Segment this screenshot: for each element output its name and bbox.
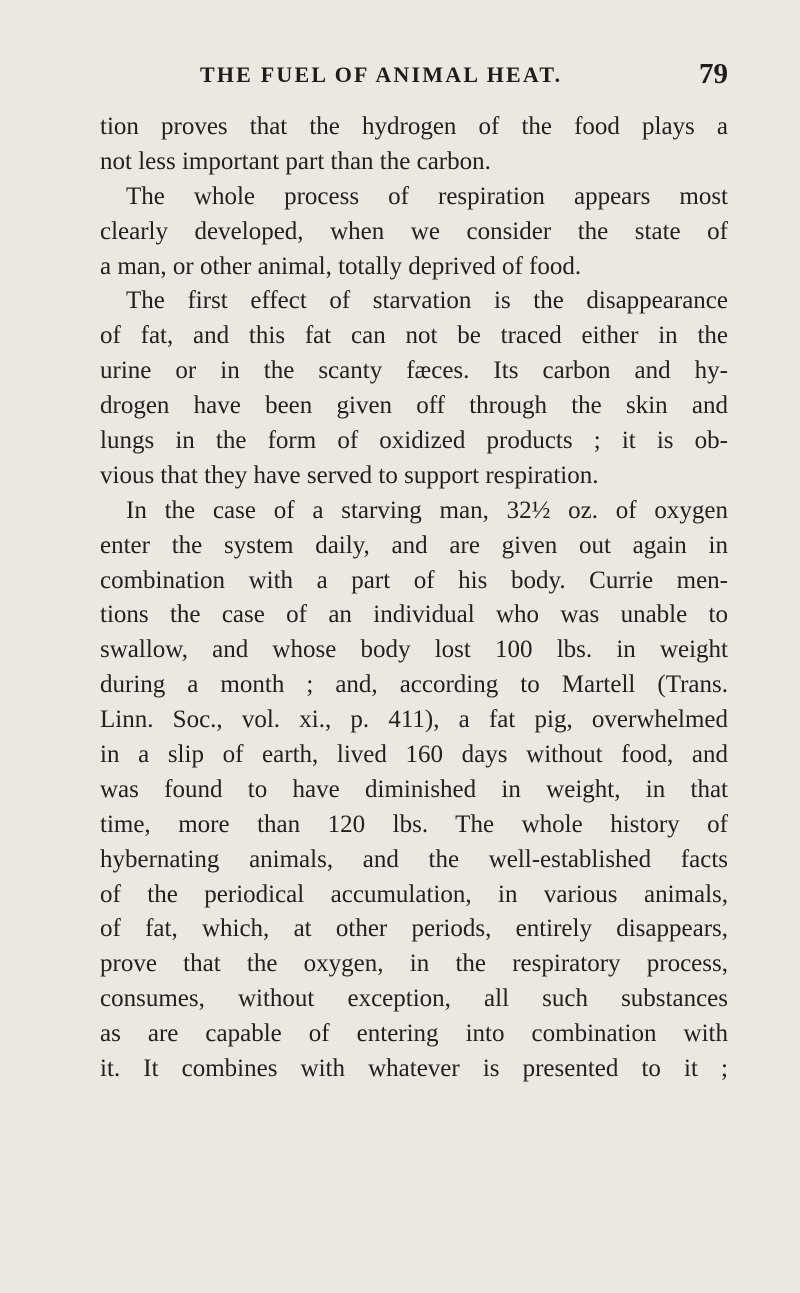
text-line: prove that the oxygen, in the respiratory process, [100, 950, 728, 978]
text-line: not less important part than the carbon. [100, 147, 491, 175]
body-text [100, 110, 728, 1087]
text-line: swallow, and whose body lost 100 lbs. in weight [100, 636, 728, 664]
running-title: THE FUEL OF ANIMAL HEAT. [200, 62, 563, 87]
text-line: tion proves that the hydrogen of the food plays a [100, 113, 728, 140]
text-line: Linn. Soc., vol. xi., p. 411), a fat pig, overwhelmed [100, 706, 728, 734]
text-line: consumes, without exception, all such substances [100, 985, 728, 1013]
page-number: 79 [699, 58, 728, 90]
text-line: urine or in the scanty fæces. Its carbon and hy- [100, 357, 728, 385]
text-line: was found to have diminished in weight, in that [100, 775, 728, 803]
text-line: vious that they have served to support respiration. [100, 461, 599, 489]
text-line: drogen have been given off through the skin and [100, 392, 728, 420]
text-line: The first effect of starvation is the disappearance [126, 287, 728, 315]
text-line: a man, or other animal, totally deprived of food. [100, 252, 582, 280]
text-line: tions the case of an individual who was unable to [100, 601, 728, 629]
text-line: hybernating animals, and the well-established facts [100, 845, 728, 873]
text-line: The whole process of respiration appears most [126, 182, 728, 210]
text-line: as are capable of entering into combination with [100, 1020, 728, 1048]
text-line: of fat, which, at other periods, entirely disappears, [100, 915, 728, 943]
text-line: combination with a part of his body. Currie men- [100, 566, 728, 594]
text-line: of fat, and this fat can not be traced either in the [100, 322, 728, 350]
text-line: it. It combines with whatever is presented to it ; [100, 1055, 728, 1083]
text-line: clearly developed, when we consider the state of [100, 217, 728, 245]
running-head [100, 58, 728, 92]
text-line: of the periodical accumulation, in various animals, [100, 880, 728, 908]
text-line: enter the system daily, and are given out again in [100, 531, 728, 559]
text-line: time, more than 120 lbs. The whole history of [100, 810, 728, 838]
text-line: lungs in the form of oxidized products ; it is ob- [100, 427, 728, 455]
text-line: in a slip of earth, lived 160 days without food, and [100, 741, 728, 769]
text-line: during a month ; and, according to Martell (Trans. [100, 671, 728, 699]
text-line: In the case of a starving man, 32½ oz. of oxygen [126, 496, 728, 524]
